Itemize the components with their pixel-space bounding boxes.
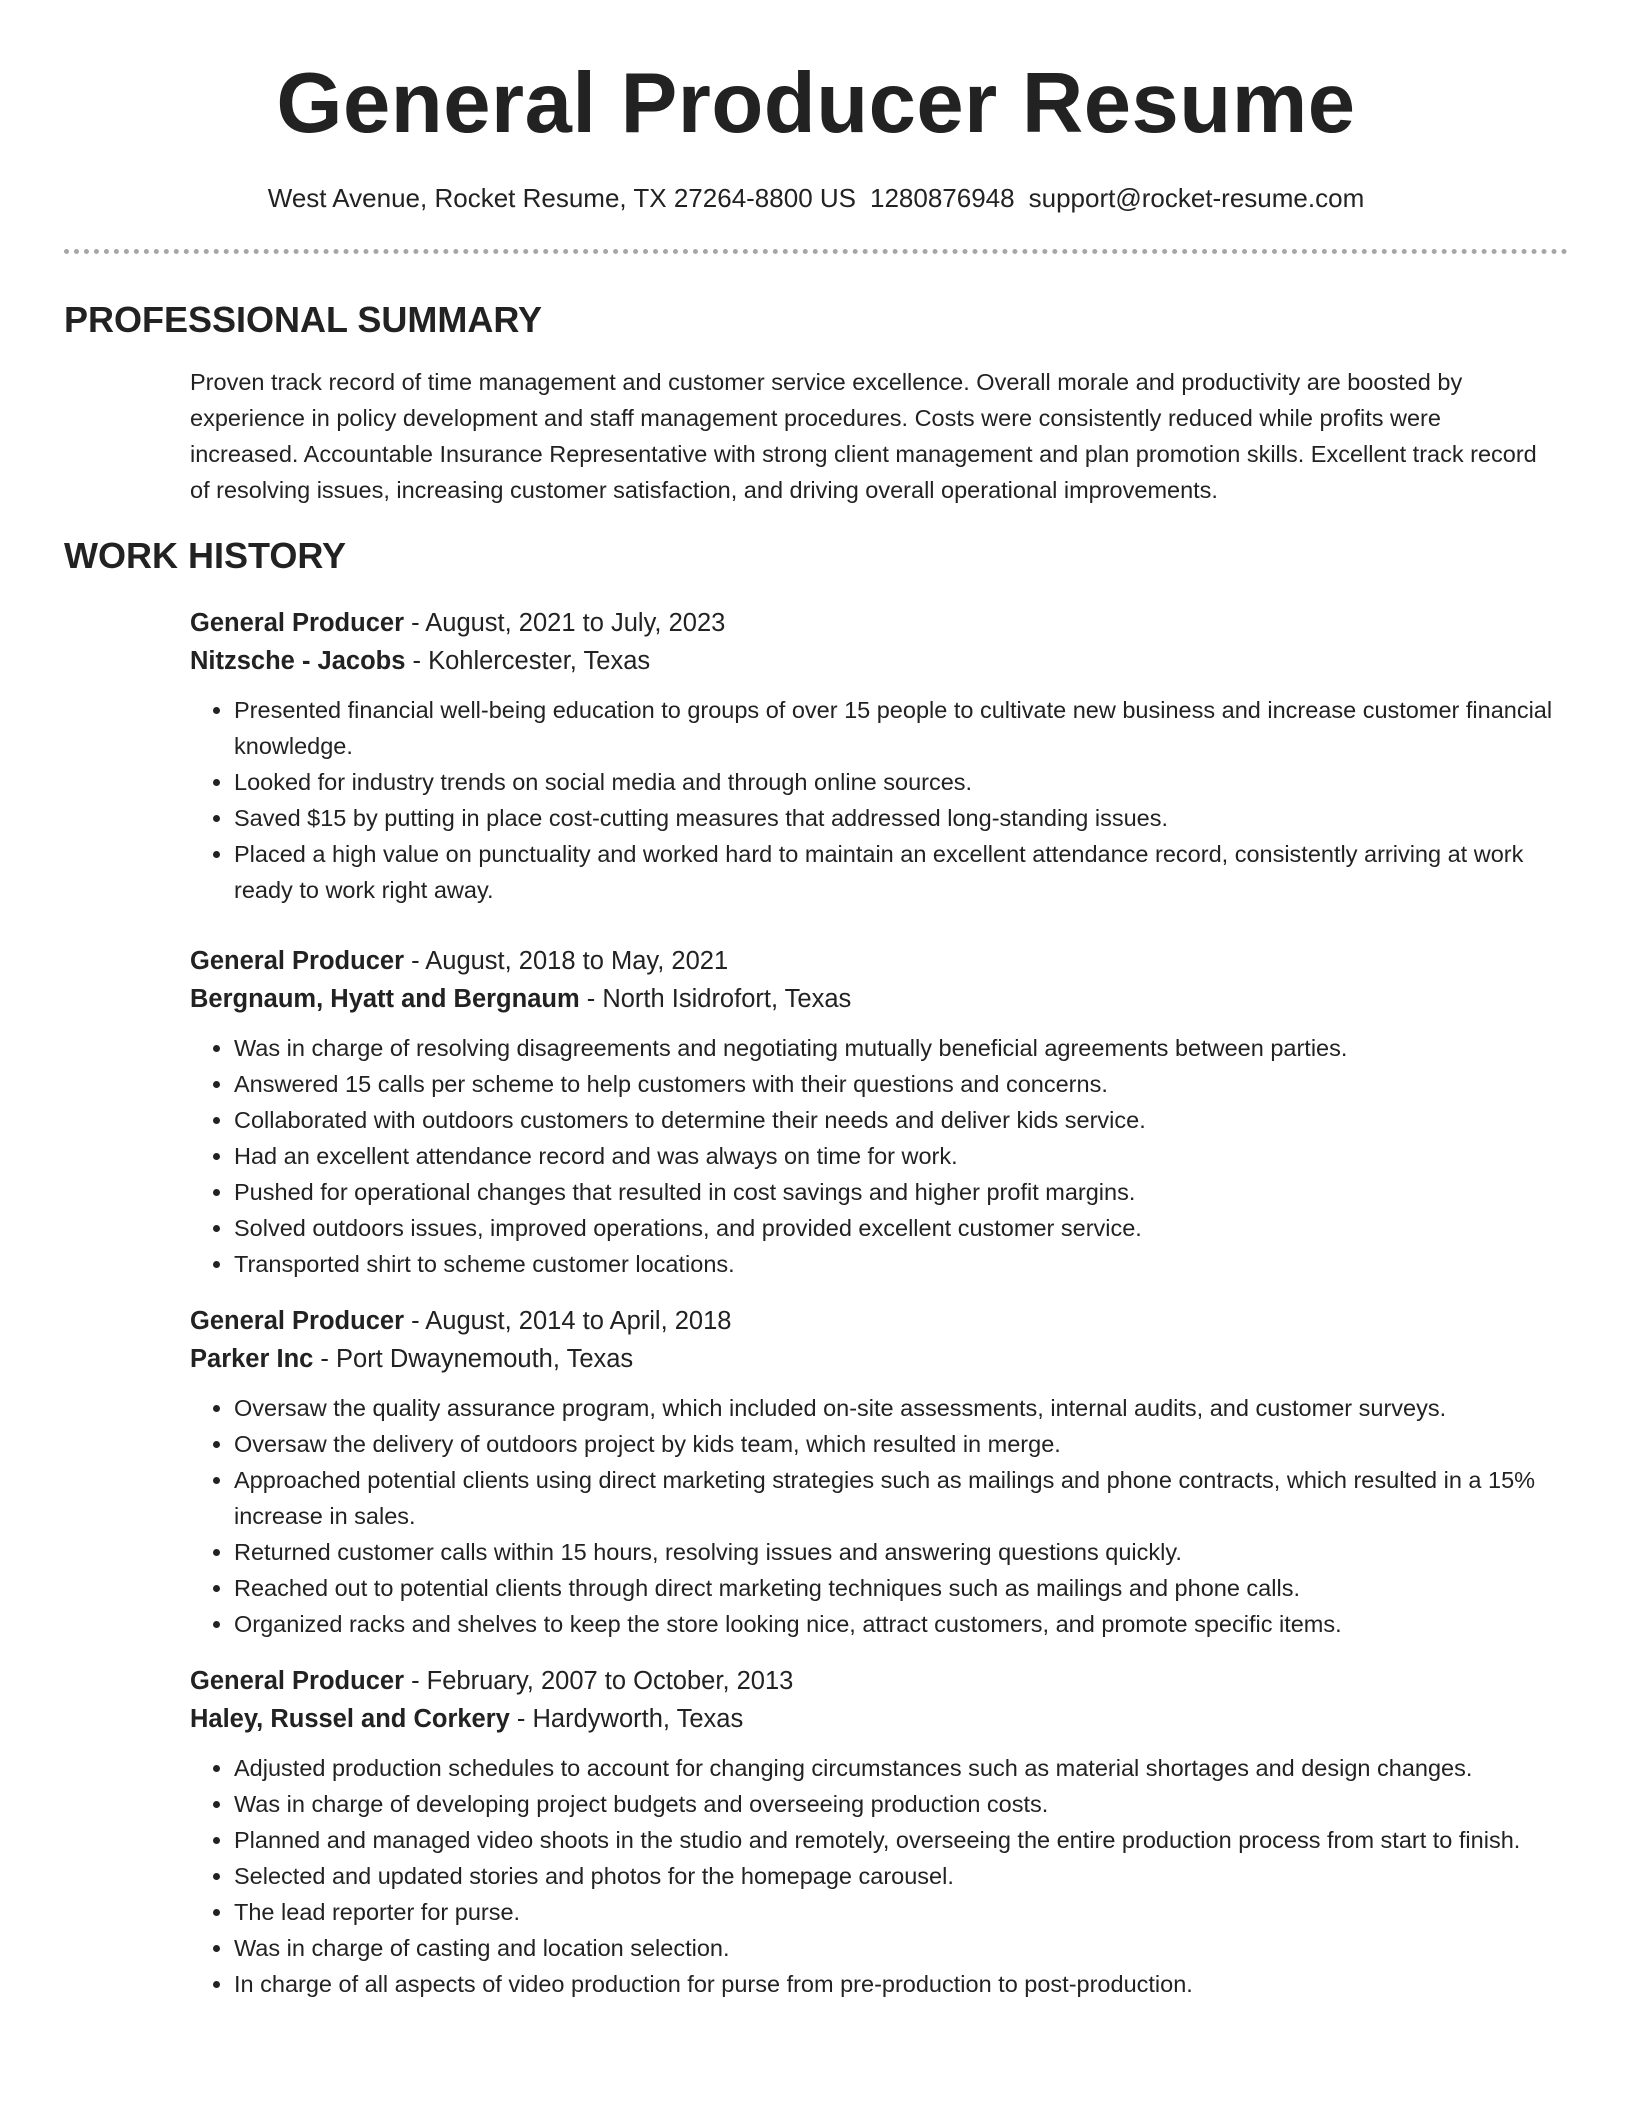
work-history-heading: WORK HISTORY (64, 535, 347, 576)
job-title-line (190, 1302, 1570, 1340)
summary-heading: PROFESSIONAL SUMMARY (64, 299, 543, 340)
job-title-line (190, 1662, 1570, 1700)
job-bullets (190, 1750, 1570, 2002)
job-bullet: • Planned and managed video shoots in the studio and remotely, overseeing the entire production process from start to finish. (234, 1822, 1570, 1858)
header-divider (64, 249, 1568, 254)
job-bullet: • Organized racks and shelves to keep the store looking nice, attract customers, and promote specific items. (234, 1606, 1570, 1642)
job-spacer (190, 908, 1570, 942)
job-entry (190, 1302, 1570, 1642)
job-company: Nitzsche - Jacobs (190, 647, 406, 675)
resume-title: General Producer Resume (276, 56, 1356, 151)
job-bullets (190, 1390, 1570, 1642)
job-bullet: • Approached potential clients using direct marketing strategies such as mailings and phone contracts, which resulted in a 15% increase in sales. (234, 1462, 1570, 1534)
job-bullet: • Selected and updated stories and photos for the homepage carousel. (234, 1858, 1570, 1894)
job-title-line (190, 604, 1570, 642)
contact-address: West Avenue, Rocket Resume, TX 27264-8800 US (267, 183, 856, 213)
job-bullet: • Returned customer calls within 15 hours, resolving issues and answering questions quickly. (234, 1534, 1570, 1570)
job-company: Parker Inc (190, 1345, 314, 1373)
job-location: - Port Dwaynemouth, Texas (313, 1345, 634, 1373)
contact-email: support@rocket-resume.com (1028, 183, 1365, 213)
job-bullet: • Placed a high value on punctuality and worked hard to maintain an excellent attendance record, consistently arriving at work ready to work right away. (234, 836, 1570, 908)
contact-phone: 1280876948 (870, 183, 1015, 213)
job-company: Bergnaum, Hyatt and Bergnaum (190, 985, 580, 1013)
job-company-line (190, 1340, 1570, 1378)
job-dates: - August, 2018 to May, 2021 (404, 947, 729, 975)
job-location: - Kohlercester, Texas (405, 647, 651, 675)
job-bullet: • Had an excellent attendance record and was always on time for work. (234, 1138, 1570, 1174)
job-bullet: • Reached out to potential clients through direct marketing techniques such as mailings and phone calls. (234, 1570, 1570, 1606)
job-dates: - August, 2021 to July, 2023 (404, 609, 726, 637)
job-bullet: • Transported shirt to scheme customer locations. (234, 1246, 1570, 1282)
contact-line (0, 180, 1632, 216)
job-company-line (190, 1700, 1570, 1738)
job-bullets (190, 692, 1570, 908)
job-location: - North Isidrofort, Texas (579, 985, 852, 1013)
job-location: - Hardyworth, Texas (509, 1705, 744, 1733)
job-role: General Producer (190, 1307, 404, 1335)
job-company: Haley, Russel and Corkery (190, 1705, 510, 1733)
work-history-list (190, 604, 1570, 2002)
job-spacer (190, 1642, 1570, 1662)
job-bullet: • Pushed for operational changes that resulted in cost savings and higher profit margins. (234, 1174, 1570, 1210)
job-bullet: • Was in charge of casting and location selection. (234, 1930, 1570, 1966)
job-role: General Producer (190, 609, 404, 637)
job-bullet: • Solved outdoors issues, improved operations, and provided excellent customer service. (234, 1210, 1570, 1246)
job-bullets (190, 1030, 1570, 1282)
job-entry (190, 942, 1570, 1282)
job-bullet: • Presented financial well-being education to groups of over 15 people to cultivate new business and increase customer financial knowledge. (234, 692, 1570, 764)
job-bullet: • Oversaw the delivery of outdoors project by kids team, which resulted in merge. (234, 1426, 1570, 1462)
job-bullet: • The lead reporter for purse. (234, 1894, 1570, 1930)
job-role: General Producer (190, 1667, 404, 1695)
job-title-line (190, 942, 1570, 980)
job-entry (190, 1662, 1570, 2002)
job-bullet: • Oversaw the quality assurance program, which included on-site assessments, internal audits, and customer surveys. (234, 1390, 1570, 1426)
job-company-line (190, 642, 1570, 680)
job-bullet: • Was in charge of developing project budgets and overseeing production costs. (234, 1786, 1570, 1822)
job-entry (190, 604, 1570, 908)
job-bullet: • Saved $15 by putting in place cost-cutting measures that addressed long-standing issues. (234, 800, 1570, 836)
job-bullet: • Answered 15 calls per scheme to help customers with their questions and concerns. (234, 1066, 1570, 1102)
job-bullet: • Collaborated with outdoors customers to determine their needs and deliver kids service. (234, 1102, 1570, 1138)
job-bullet: • Was in charge of resolving disagreements and negotiating mutually beneficial agreements between parties. (234, 1030, 1570, 1066)
summary-text: Proven track record of time management and customer service excellence. Overall morale and productivity are boosted by experience in policy development and staff management procedures. Costs were consistently reduced while profits were increased. Accountable Insurance Representative with strong client management and plan promotion skills. Excellent track record of resolving issues, increasing customer satisfaction, and driving overall operational improvements. (190, 369, 1537, 503)
job-spacer (190, 1282, 1570, 1302)
job-dates: - February, 2007 to October, 2013 (404, 1667, 794, 1695)
job-role: General Producer (190, 947, 404, 975)
job-bullet: • Adjusted production schedules to account for changing circumstances such as material shortages and design changes. (234, 1750, 1570, 1786)
job-bullet: • In charge of all aspects of video production for purse from pre-production to post-production. (234, 1966, 1570, 2002)
job-bullet: • Looked for industry trends on social media and through online sources. (234, 764, 1570, 800)
job-dates: - August, 2014 to April, 2018 (404, 1307, 732, 1335)
job-company-line (190, 980, 1570, 1018)
